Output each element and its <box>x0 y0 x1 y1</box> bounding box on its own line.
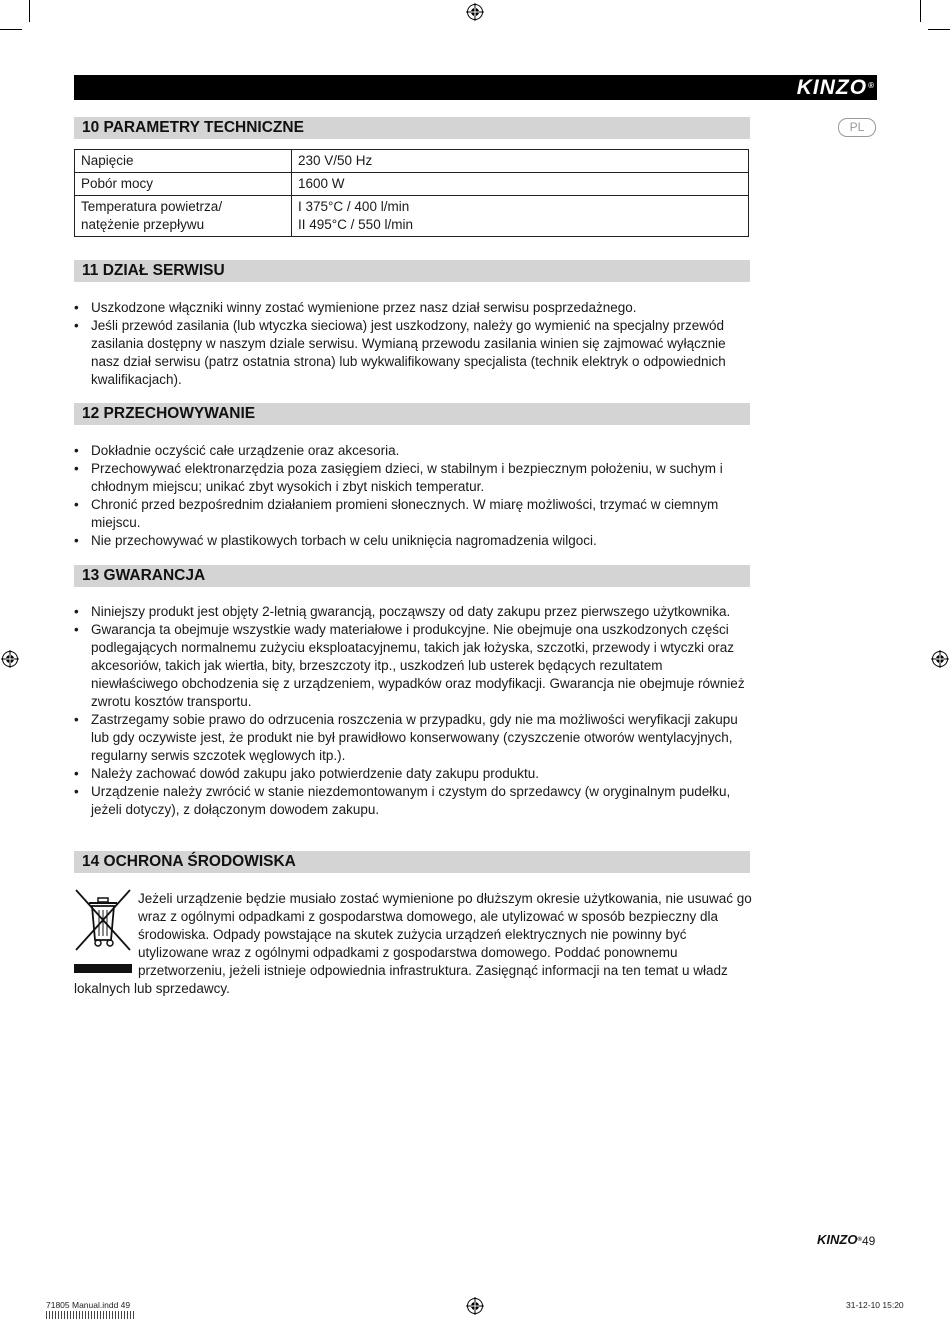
language-badge: PL <box>838 118 876 137</box>
spec-value: 1600 W <box>292 173 749 196</box>
table-row <box>75 150 749 173</box>
spec-key: Napięcie <box>75 150 292 173</box>
warranty-list <box>74 603 752 819</box>
brand-logo: KINZO® <box>796 76 875 99</box>
spec-value: I 375°C / 400 l/min II 495°C / 550 l/min <box>292 196 749 237</box>
section-title-specs: 10 PARAMETRY TECHNICZNE <box>74 117 750 139</box>
list-item: • Urządzenie należy zwrócić w stanie niezdemontowanym i czystym do sprzedawcy (w oryginalnym pudełku, jeżeli dotyczy), z dołączonym dowodem zakupu. <box>74 783 752 819</box>
spec-value: 230 V/50 Hz <box>292 150 749 173</box>
list-item: • Uszkodzone włączniki winny zostać wymienione przez nasz dział serwisu posprzedażnego. <box>74 299 752 317</box>
service-list <box>74 299 752 389</box>
slug-barcode-icon <box>46 1311 138 1319</box>
crop-mark <box>928 29 950 30</box>
registration-mark-icon <box>466 3 484 21</box>
page-number: 49 <box>862 1234 876 1248</box>
spec-key: Pobór mocy <box>75 173 292 196</box>
header-bar <box>74 75 877 100</box>
storage-list <box>74 442 752 550</box>
table-row <box>75 196 749 237</box>
section-title-service: 11 DZIAŁ SERWISU <box>74 260 750 282</box>
table-row <box>75 173 749 196</box>
environment-text <box>74 890 752 998</box>
list-item: • Chronić przed bezpośrednim działaniem promieni słonecznych. W miarę możliwości, trzymać w ciemnym miejscu. <box>74 496 752 532</box>
environment-text-body: Jeżeli urządzenie będzie musiało zostać wymienione po dłuższym okresie użytkowania, nie usuwać go wraz z ogólnymi odpadkami z gospodarstwa domowego, ale utylizować w sposób bezpieczny dla środowiska. Odpady powstające na skutek zużycia urządzeń elektrycznych nie powinny być utylizowane wraz z ogólnymi odpadkami z gospodarstwa domowego. Poddać ponownemu przetworzeniu, jeżeli istnieje odpowiednia infrastruktura. Zasięgnąć informacji na ten temat u władz lokalnych lub sprzedawcy. <box>74 891 752 996</box>
registration-mark-icon <box>1 650 19 668</box>
list-item: • Nie przechowywać w plastikowych torbach w celu uniknięcia nagromadzenia wilgoci. <box>74 532 752 550</box>
crop-mark <box>0 29 22 30</box>
footer-brand-logo: KINZO® <box>817 1232 862 1247</box>
list-item: • Gwarancja ta obejmuje wszystkie wady materiałowe i produkcyjne. Nie obejmuje ona uszkodzonych części podlegających normalnemu zużyciu eksploatacyjnemu, takich jak łożyska, szczotki, przewody i wtyczki oraz akcesoriów, takich jak wiertła, bity, brzeszczoty itp., uszkodzeń lub usterek będących rezultatem niewłaściwego obchodzenia się z urządzeniem, wypadków oraz modyfikacji. Gwarancja nie obejmuje również zwrotu kosztów transportu. <box>74 621 752 711</box>
section-title-environment: 14 OCHRONA ŚRODOWISKA <box>74 851 750 873</box>
registration-mark-icon <box>931 650 949 668</box>
slug-date: 31-12-10 15:20 <box>846 1300 904 1310</box>
list-item: • Dokładnie oczyścić całe urządzenie oraz akcesoria. <box>74 442 752 460</box>
list-item: • Zastrzegamy sobie prawo do odrzucenia roszczenia w przypadku, gdy nie ma możliwości weryfikacji zakupu lub gdy oczywiste jest, że produkt nie był prawidłowo konserwowany (czyszczenie otworów wentylacyjnych, regularny serwis szczotek węglowych itp.). <box>74 711 752 765</box>
spec-key: Temperatura powietrza/ natężenie przepływu <box>75 196 292 237</box>
registration-mark-icon <box>466 1297 484 1315</box>
list-item: • Przechowywać elektronarzędzia poza zasięgiem dzieci, w stabilnym i bezpiecznym położeniu, w suchym i chłodnym miejscu; unikać zbyt wysokich i zbyt niskich temperatur. <box>74 460 752 496</box>
slug-file-name: 71805 Manual.indd 49 <box>46 1300 131 1310</box>
icon-wrap-spacer <box>74 890 138 978</box>
spec-table <box>74 149 749 237</box>
section-title-warranty: 13 GWARANCJA <box>74 565 750 587</box>
list-item: • Niniejszy produkt jest objęty 2-letnią gwarancją, począwszy od daty zakupu przez pierwszego użytkownika. <box>74 603 752 621</box>
crop-mark <box>920 0 921 22</box>
section-title-storage: 12 PRZECHOWYWANIE <box>74 403 750 425</box>
crop-mark <box>29 0 30 22</box>
list-item: • Jeśli przewód zasilania (lub wtyczka sieciowa) jest uszkodzony, należy go wymienić na specjalny przewód zasilania dostępny w naszym dziale serwisu. Wymianą przewodu zasilania winien się zajmować wyłącznie nasz dział serwisu (patrz ostatnia strona) lub wykwalifikowany specjalista (technik elektryk o odpowiednich kwalifikacjach). <box>74 317 752 389</box>
list-item: • Należy zachować dowód zakupu jako potwierdzenie daty zakupu produktu. <box>74 765 752 783</box>
